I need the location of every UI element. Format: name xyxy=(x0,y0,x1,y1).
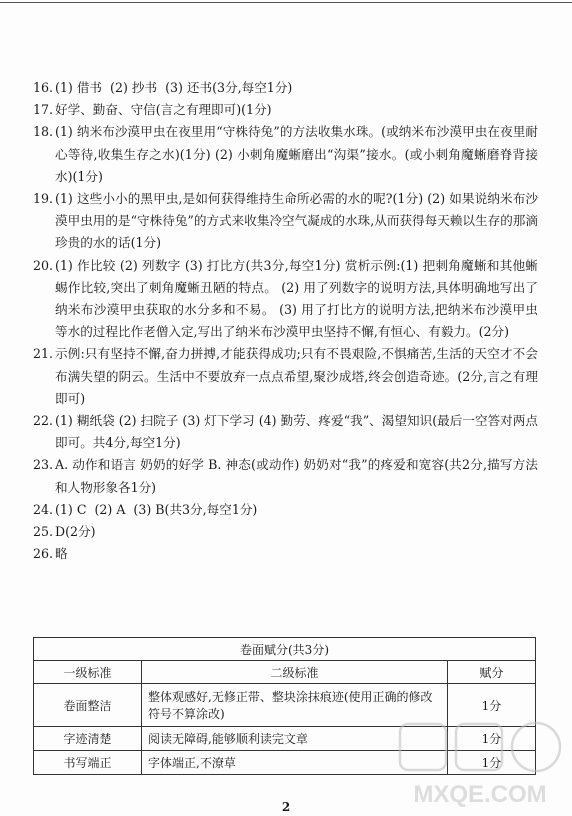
header-level2: 二级标准 xyxy=(142,661,448,684)
answer-number: 24. xyxy=(33,501,54,517)
top-rule xyxy=(0,2,572,3)
answer-number: 16. xyxy=(33,80,54,95)
answer-number: 20. xyxy=(33,257,54,273)
table-cell: 1分 xyxy=(448,684,536,727)
watermark-site: MXQE.COM xyxy=(413,781,547,808)
answer-26 xyxy=(33,543,538,565)
answer-list xyxy=(33,77,538,565)
table-cell: 阅读无障碍,能够顺利读完文章 xyxy=(142,727,448,751)
answer-23 xyxy=(33,454,538,498)
answer-text: 示例:只有坚持不懈,奋力拼搏,才能获得成功;只有不畏艰险,不惧痛苦,生活的天空才不会布满失望的阴云。生活中不要放弃一点点希望,聚沙成塔,终会创造奇迹。(2分,言之有理即可) xyxy=(55,346,538,406)
table-cell: 1分 xyxy=(448,727,536,751)
answer-number: 17. xyxy=(33,102,54,118)
answer-21 xyxy=(33,343,538,410)
answer-number: 25. xyxy=(33,524,54,540)
answer-text: (1) 借书 (2) 抄书 (3) 还书(3分,每空1分) xyxy=(55,80,293,95)
answer-25 xyxy=(33,521,538,543)
answer-text: (1) C (2) A (3) B(共3分,每空1分) xyxy=(55,501,258,517)
answer-text: 略 xyxy=(55,546,68,562)
answer-text: D(2分) xyxy=(55,524,96,540)
header-level1: 一级标准 xyxy=(34,661,142,684)
header-score: 赋分 xyxy=(448,661,536,684)
answer-22 xyxy=(33,410,538,454)
table-cell: 1分 xyxy=(448,751,536,775)
answer-text: (1) 作比较 (2) 列数字 (3) 打比方(共3分,每空1分) 赏析示例:(1) 把刺角魔蜥和其他蜥蜴作比较,突出了刺角魔蜥丑陋的特点。 (2) 用了列数字的说明方法,具体明确地写出了纳米布沙漠甲虫获取的水分多和不易。 (3) 用了打比方的说明方法,把纳米布沙漠甲虫等水的过程比作老僧入定,写出了纳米布沙漠甲虫坚持不懈,有恒心、有毅力。(2分) xyxy=(55,257,538,340)
table-header-row xyxy=(34,661,536,684)
table-caption: 卷面赋分(共3分) xyxy=(34,638,536,661)
answer-number: 19. xyxy=(33,191,54,207)
answer-text: 好学、勤奋、守信(言之有理即可)(1分) xyxy=(55,102,272,118)
table-cell: 卷面整洁 xyxy=(34,684,142,727)
watermark-logo xyxy=(390,718,570,813)
table-cell: 整体观感好,无修正带、整块涂抹痕迹(使用正确的修改符号不算涂改) xyxy=(142,684,448,727)
answer-16 xyxy=(33,77,538,99)
table-cell: 字体端正,不潦草 xyxy=(142,751,448,775)
answer-text: A. 动作和语言 奶奶的好学 B. 神态(或动作) 奶奶对“我”的疼爱和宽容(共2分,描写方法和人物形象各1分) xyxy=(55,457,538,495)
answer-text: (1) 糊纸袋 (2) 扫院子 (3) 灯下学习 (4) 勤劳、疼爱“我”、渴望知识(最后一空答对两点即可。共4分,每空1分) xyxy=(55,413,538,451)
answer-19 xyxy=(33,188,538,255)
answer-number: 18. xyxy=(33,124,54,140)
answer-number: 22. xyxy=(33,413,54,429)
answer-number: 21. xyxy=(33,346,54,362)
answer-20 xyxy=(33,255,538,344)
table-cell: 书写端正 xyxy=(34,751,142,775)
answer-number: 26. xyxy=(33,546,54,562)
page-number: 2 xyxy=(281,800,291,814)
answer-number: 23. xyxy=(33,457,54,473)
answer-text: (1) 纳米布沙漠甲虫在夜里用“守株待兔”的方法收集水珠。(或纳米布沙漠甲虫在夜里耐心等待,收集生存之水)(1分) (2) 小刺角魔蜥磨出“沟渠”接水。(或小刺角魔蜥磨脊背接水)(1分) xyxy=(55,124,538,184)
answer-text: (1) 这些小小的黑甲虫,是如何获得维持生命所必需的水的呢?(1分) (2) 如果说纳米布沙漠甲虫用的是“守株待兔”的方式来收集冷空气凝成的水珠,从而获得每天赖以生存的那滴珍贵的水的话(1分) xyxy=(55,191,538,251)
answer-17 xyxy=(33,99,538,121)
table-cell: 字迹清楚 xyxy=(34,727,142,751)
answer-18 xyxy=(33,121,538,188)
answer-24 xyxy=(33,499,538,521)
